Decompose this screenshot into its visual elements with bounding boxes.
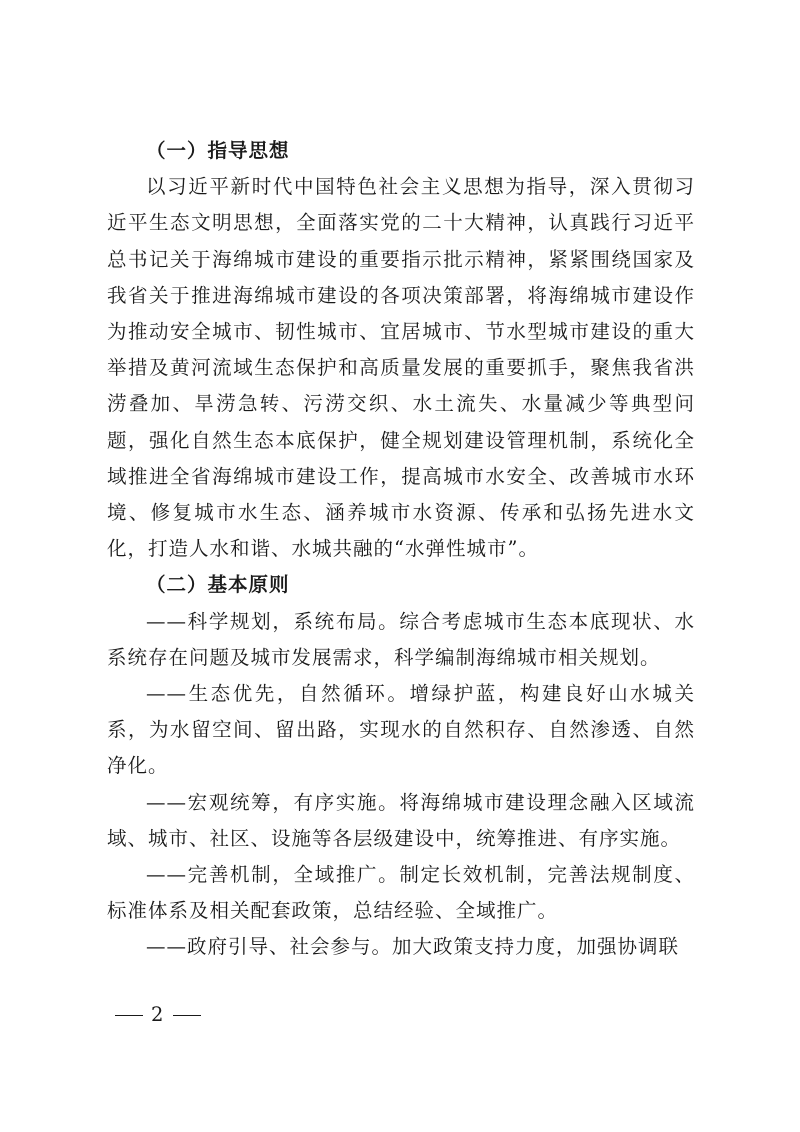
principle-government-guidance: ——政府引导、社会参与。加大政策支持力度，加强协调联 — [146, 935, 680, 959]
principle-macro-coordination: ——宏观统筹，有序实施。将海绵城市建设理念融入区域流域、城市、社区、设施等各层级建设中，统筹推进、有序实施。 — [107, 790, 695, 850]
footer-dash-right — [173, 1015, 201, 1016]
page-number: 2 — [151, 1003, 166, 1026]
principle-improve-mechanism: ——完善机制，全域推广。制定长效机制，完善法规制度、标准体系及相关配套政策，总结经验、全域推广。 — [107, 863, 695, 923]
section-heading-basic-principles: （二）基本原则 — [146, 573, 290, 597]
footer-dash-left — [115, 1015, 143, 1016]
page-footer — [115, 1003, 201, 1026]
principle-scientific-planning: ——科学规划，系统布局。综合考虑城市生态本底现状、水系统存在问题及城市发展需求，科学编制海绵城市相关规划。 — [107, 609, 695, 669]
principle-ecology-first: ——生态优先，自然循环。增绿护蓝，构建良好山水城关系，为水留空间、留出路，实现水的自然积存、自然渗透、自然净化。 — [107, 682, 695, 778]
paragraph-guiding-ideology: 以习近平新时代中国特色社会主义思想为指导，深入贯彻习近平生态文明思想，全面落实党的二十大精神，认真践行习近平总书记关于海绵城市建设的重要指示批示精神，紧紧围绕国家及我省关于推进海绵城市建设的各项决策部署，将海绵城市建设作为推动安全城市、韧性城市、宜居城市、节水型城市建设的重大举措及黄河流域生态保护和高质量发展的重要抓手，聚焦我省洪涝叠加、旱涝急转、污涝交织、水土流失、水量减少等典型问题，强化自然生态本底保护，健全规划建设管理机制，系统化全域推进全省海绵城市建设工作，提高城市水安全、改善城市水环境、修复城市水生态、涵养城市水资源、传承和弘扬先进水文化，打造人水和谐、水城共融的“水弹性城市”。 — [107, 175, 695, 561]
section-heading-guiding-ideology: （一）指导思想 — [146, 139, 290, 162]
document-body — [107, 133, 695, 966]
